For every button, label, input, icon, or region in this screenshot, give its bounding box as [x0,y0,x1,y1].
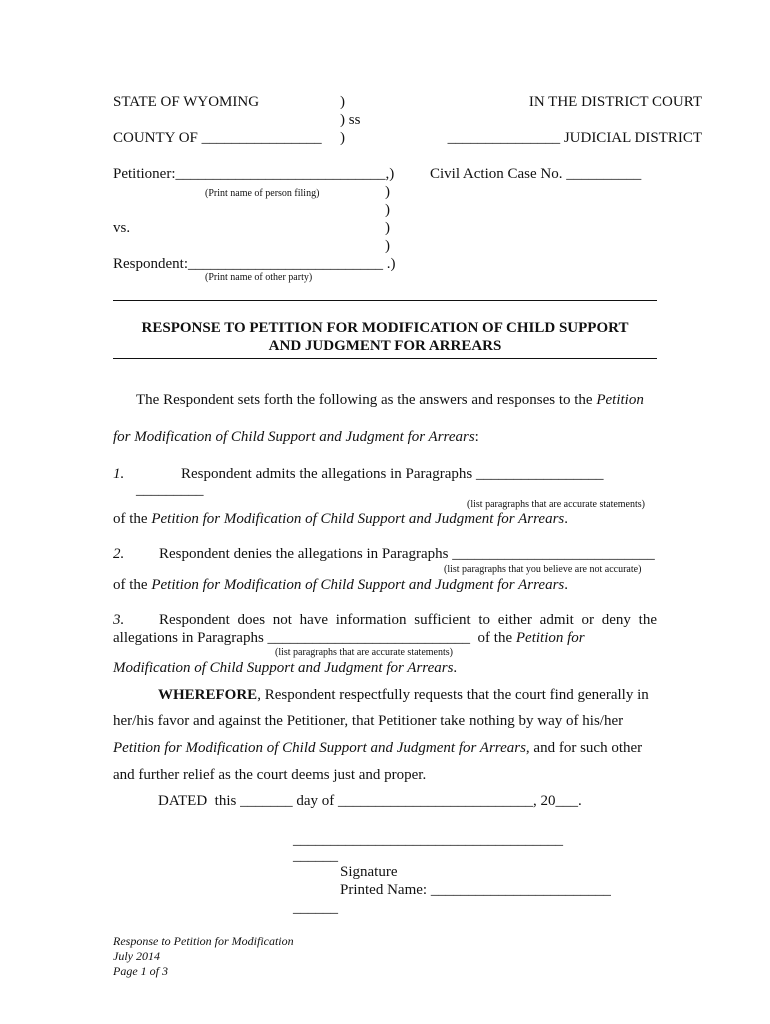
footer-date: July 2014 [113,949,160,963]
item-1-blank[interactable]: _________ [136,482,204,498]
divider [113,358,657,359]
court-label: IN THE DISTRICT COURT [528,94,702,110]
signature-label: Signature [340,864,398,880]
item-2-hint: (list paragraphs that you believe are not accurate) [444,564,642,575]
printed-name-field[interactable]: Printed Name: ________________________ [340,882,611,898]
item-1-text[interactable]: Respondent admits the allegations in Paragraphs _________________ [181,466,604,482]
signature-line[interactable]: ____________________________________ [293,832,563,848]
wherefore-line2: her/his favor and against the Petitioner, that Petitioner take nothing by way of his/her [113,713,624,729]
ss-label: ) ss [340,112,361,128]
paren: ) [385,202,390,218]
petitioner-field[interactable]: Petitioner:____________________________,) [113,166,395,182]
item-3-number: 3. [113,612,125,628]
item-1-number: 1. [113,466,125,482]
petitioner-hint: (Print name of person filing) [205,188,320,199]
document-title-line2: AND JUDGMENT FOR ARREARS [268,338,502,354]
state-label: STATE OF WYOMING [113,94,260,110]
intro-text: The Respondent sets forth the following as the answers and responses to the Petition [136,392,644,408]
paren: ) [385,238,390,254]
wherefore-line3: Petition for Modification of Child Support and Judgment for Arrears, and for such other [113,740,643,756]
intro-text-cont: for Modification of Child Support and Judgment for Arrears: [113,429,479,445]
judicial-district-field[interactable]: _______________ JUDICIAL DISTRICT [447,130,702,146]
item-2-petition: of the Petition for Modification of Child Support and Judgment for Arrears. [113,577,568,593]
wherefore-line4: and further relief as the court deems just and proper. [113,767,427,783]
case-number-field[interactable]: Civil Action Case No. __________ [430,166,642,182]
item-1-hint: (list paragraphs that are accurate statements) [467,499,645,510]
paren: ) [340,94,345,110]
item-3-line2[interactable]: allegations in Paragraphs ___________________________ of the Petition for [113,630,585,646]
paren: ) [385,184,390,200]
item-2-number: 2. [113,546,125,562]
signature-blank-2: ______ [293,900,338,916]
item-2-text[interactable]: Respondent denies the allegations in Paragraphs ___________________________ [159,546,655,562]
vs-label: vs. [113,220,131,236]
item-3-text: Respondent does not have information sufficient to either admit or deny the [159,612,657,628]
item-3-petition: Modification of Child Support and Judgment for Arrears. [113,660,458,676]
footer-title: Response to Petition for Modification [113,934,294,948]
footer-page: Page 1 of 3 [113,964,168,978]
respondent-hint: (Print name of other party) [205,272,313,283]
paren: ) [385,220,390,236]
paren: ) [340,130,345,146]
item-3-hint: (list paragraphs that are accurate statements) [275,647,453,658]
respondent-field[interactable]: Respondent:__________________________ .) [113,256,396,272]
dated-field[interactable]: DATED this _______ day of __________________________, 20___. [158,793,582,809]
document-title: RESPONSE TO PETITION FOR MODIFICATION OF CHILD SUPPORT [141,320,629,336]
item-1-petition: of the Petition for Modification of Child Support and Judgment for Arrears. [113,511,568,527]
wherefore-line1: WHEREFORE, Respondent respectfully requests that the court find generally in [158,687,649,703]
signature-blank: ______ [293,848,338,864]
divider [113,300,657,301]
county-field[interactable]: COUNTY OF ________________ [113,130,322,146]
